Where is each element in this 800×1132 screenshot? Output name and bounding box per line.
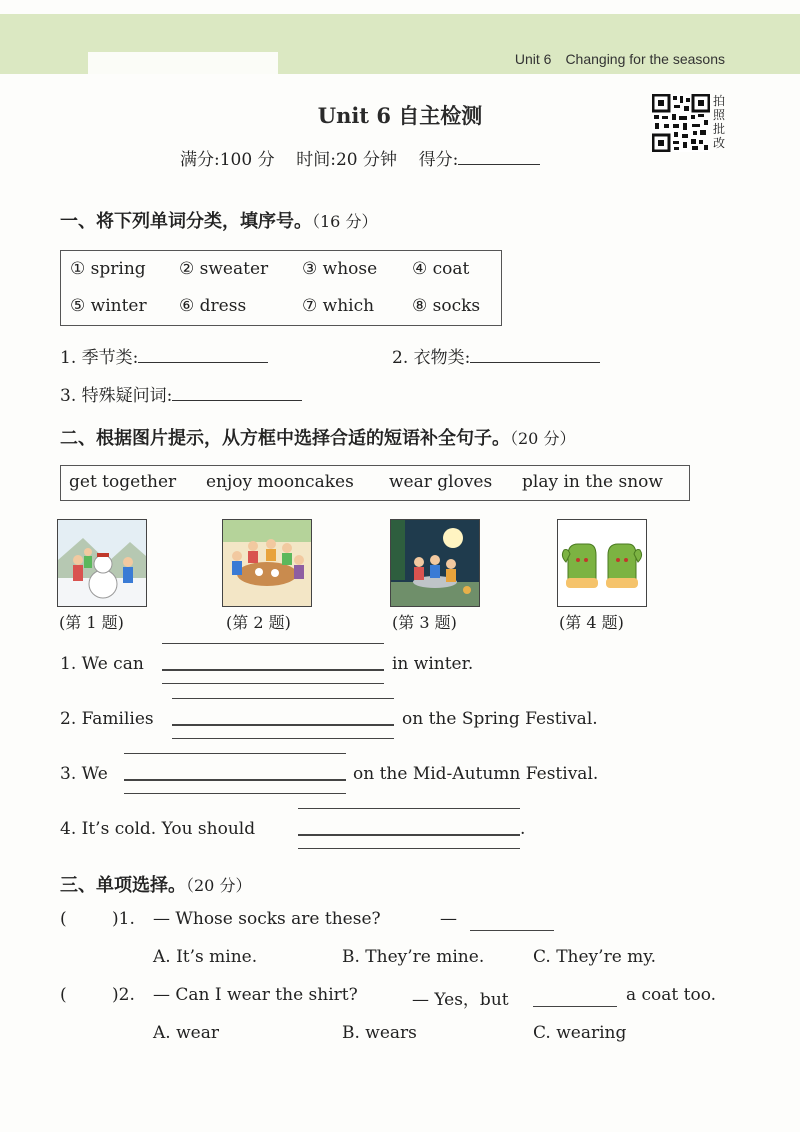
phrase-item: play in the snow	[522, 472, 663, 492]
time-limit: 时间:20 分钟	[296, 150, 397, 170]
s2-prefix: 2. Families	[60, 709, 154, 729]
page-title: Unit 6 自主检测	[317, 103, 483, 128]
mc-q2-option-c[interactable]: C. wearing	[533, 1023, 627, 1043]
running-header	[501, 51, 725, 67]
mc-q1-dash: —	[440, 909, 457, 929]
s4-prefix: 4. It’s cold. You should	[60, 819, 256, 839]
full-score: 满分:100 分	[180, 150, 275, 170]
picture-caption: (第 4 题)	[559, 613, 624, 632]
word-bank-box	[60, 250, 502, 326]
picture-caption: (第 2 题)	[226, 613, 291, 632]
writing-line	[172, 738, 394, 739]
word-item: ⑥ dress	[179, 296, 247, 316]
writing-line	[124, 793, 346, 794]
word-item: ③ whose	[302, 259, 378, 279]
section2-heading: 二、根据图片提示，从方框中选择合适的短语补全句子。	[60, 428, 510, 449]
mc-q1-blank[interactable]	[470, 930, 554, 931]
phrase-bank-box	[60, 465, 690, 501]
s3-prefix: 3. We	[60, 764, 108, 784]
phrase-item: enjoy mooncakes	[206, 472, 354, 492]
word-item: ④ coat	[412, 259, 470, 279]
mc-q2-tail: a coat too.	[626, 985, 717, 1005]
word-item: ⑧ socks	[412, 296, 481, 316]
mid-autumn-picture	[390, 519, 480, 607]
word-item: ⑦ which	[302, 296, 375, 316]
s2-suffix: on the Spring Festival.	[402, 709, 598, 729]
mc-q1-stem: — Whose socks are these?	[153, 909, 381, 929]
word-item: ② sweater	[179, 259, 269, 279]
word-item: ① spring	[70, 259, 146, 279]
classify-q2-blank[interactable]	[470, 362, 600, 363]
s3-answer-line[interactable]	[124, 779, 346, 781]
mc-q1-option-c[interactable]: C. They’re my.	[533, 947, 657, 967]
writing-line	[162, 643, 384, 644]
family-dinner-picture	[222, 519, 312, 607]
mc-q2-reply: — Yes，but	[412, 990, 509, 1010]
mc-q2-number: )2.	[112, 985, 135, 1005]
s1-suffix: in winter.	[392, 654, 474, 674]
mc-q1-option-b[interactable]: B. They’re mine.	[342, 947, 485, 967]
s2-answer-line[interactable]	[172, 724, 394, 726]
score-blank[interactable]	[458, 164, 540, 165]
s1-prefix: 1. We can	[60, 654, 144, 674]
section3-title	[60, 871, 251, 897]
mc-q1-paren: (	[60, 909, 67, 929]
classify-q1	[60, 343, 268, 368]
classify-q1-label: 1. 季节类:	[60, 348, 139, 368]
mc-q2-option-a[interactable]: A. wear	[153, 1023, 219, 1043]
mc-q1-number: )1.	[112, 909, 135, 929]
phrase-item: get together	[69, 472, 177, 492]
writing-line	[162, 683, 384, 684]
writing-line	[298, 808, 520, 809]
phrase-item: wear gloves	[389, 472, 493, 492]
mc-q2-option-b[interactable]: B. wears	[342, 1023, 417, 1043]
word-item: ⑤ winter	[70, 296, 147, 316]
picture-caption: (第 3 题)	[392, 613, 457, 632]
section1-points: （16 分）	[312, 212, 378, 231]
section3-heading: 三、单项选择。	[60, 875, 186, 896]
section1-title	[60, 207, 377, 233]
section2-title	[60, 424, 575, 450]
section1-heading: 一、将下列单词分类，填序号。	[60, 211, 312, 232]
classify-q1-blank[interactable]	[138, 362, 268, 363]
mc-q2-blank[interactable]	[533, 1006, 617, 1007]
mc-q1-option-a[interactable]: A. It’s mine.	[153, 947, 258, 967]
section2-points: （20 分）	[510, 429, 576, 448]
classify-q2-label: 2. 衣物类:	[392, 348, 471, 368]
writing-line	[172, 698, 394, 699]
header-mask	[88, 52, 278, 74]
s3-suffix: on the Mid-Autumn Festival.	[353, 764, 599, 784]
classify-q3	[60, 381, 302, 406]
s4-suffix: .	[520, 819, 526, 839]
qr-label: 拍照批改	[713, 94, 726, 150]
s4-answer-line[interactable]	[298, 834, 520, 836]
qr-code-icon	[652, 94, 710, 152]
mc-q2-stem: — Can I wear the shirt?	[153, 985, 358, 1005]
score-line	[180, 145, 540, 170]
classify-q3-label: 3. 特殊疑问词:	[60, 386, 173, 406]
score-label: 得分:	[418, 150, 459, 170]
snowman-picture	[57, 519, 147, 607]
gloves-picture	[557, 519, 647, 607]
writing-line	[298, 848, 520, 849]
section3-points: （20 分）	[186, 876, 252, 895]
classify-q2	[392, 343, 600, 368]
s1-answer-line[interactable]	[162, 669, 384, 671]
header-unit: Unit 6	[514, 51, 552, 67]
writing-line	[124, 753, 346, 754]
header-topic: Changing for the seasons	[565, 51, 725, 67]
classify-q3-blank[interactable]	[172, 400, 302, 401]
picture-caption: (第 1 题)	[59, 613, 124, 632]
mc-q2-paren: (	[60, 985, 67, 1005]
